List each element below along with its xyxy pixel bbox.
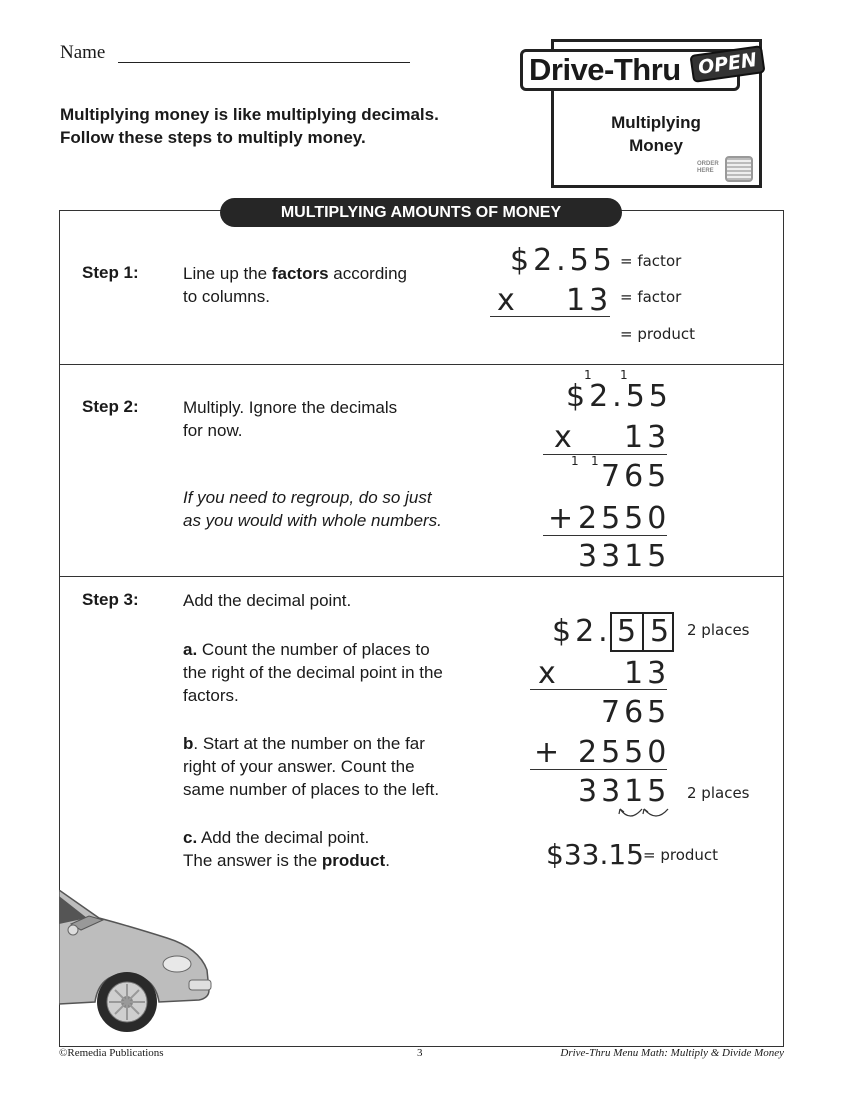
step3-a-line-2: the right of the decimal point in the	[183, 663, 443, 682]
step3-c-text-after: .	[385, 851, 390, 870]
step3-product-note: = product	[643, 846, 719, 864]
step3-digit-a: 5	[617, 614, 641, 649]
order-here-label	[697, 161, 719, 175]
step1-text-bold: factors	[271, 264, 329, 283]
step3-c-text-before: The answer is the	[183, 851, 322, 870]
step1-text	[183, 262, 493, 308]
step3-places-note-2: 2 places	[687, 784, 750, 802]
step-divider-2	[59, 576, 784, 577]
step2-text-line-2: for now.	[183, 421, 243, 440]
brand-title: Drive-Thru	[520, 49, 740, 91]
step2-carry-mid-2: 1	[591, 454, 599, 468]
step2-carry-top-2: 1	[620, 368, 628, 382]
step2-regroup-line-2: as you would with whole numbers.	[183, 511, 442, 530]
step3-c-line-1	[183, 826, 493, 849]
intro-line-1: Multiplying money is like multiplying decimals.	[60, 105, 439, 124]
step3-a-line-1	[183, 638, 493, 661]
step-divider-1	[59, 364, 784, 365]
order-line-2: HERE	[697, 168, 714, 174]
step2-partial1: 765	[601, 459, 671, 494]
footer-copyright: ©Remedia Publications	[59, 1047, 164, 1059]
step3-factor2: 13	[624, 656, 671, 691]
order-line-1: ORDER	[697, 161, 719, 167]
step2-factor2: 13	[624, 420, 671, 455]
step3-label: Step 3:	[82, 590, 139, 609]
step2-rule-2	[543, 535, 667, 536]
step3-a-text-1: Count the number of places to	[197, 640, 430, 659]
footer-page-number: 3	[417, 1047, 423, 1059]
step3-a-label: a.	[183, 640, 198, 659]
step2-regroup-note	[183, 486, 493, 532]
step3-digit-b: 5	[650, 614, 674, 649]
car-illustration	[59, 890, 219, 1046]
step1-text-after: according	[328, 264, 407, 283]
step2-text-line-1: Multiply. Ignore the decimals	[183, 398, 398, 417]
step2-partial2: 2550	[578, 501, 671, 536]
step1-factor2: 13	[566, 283, 613, 318]
brand-subtitle-line-1: Multiplying	[611, 113, 701, 132]
step3-c-text-bold: product	[321, 851, 386, 870]
step1-text-line-1	[183, 262, 493, 285]
step3-places-note-1: 2 places	[687, 621, 750, 639]
intro-text	[60, 103, 439, 149]
step3-b-label: b	[183, 734, 194, 753]
step2-carry-top-1: 1	[584, 368, 592, 382]
speaker-icon	[725, 156, 753, 182]
brand-subtitle-line-2: Money	[629, 136, 683, 155]
open-sign: OPEN	[689, 45, 765, 83]
step1-note-factor2: = factor	[620, 288, 682, 306]
step1-factor1: $2.55	[510, 243, 616, 278]
name-label: Name	[60, 42, 106, 63]
step2-carry-mid-1: 1	[571, 454, 579, 468]
step2-label: Step 2:	[82, 397, 139, 416]
decimal-places-box-divider	[642, 612, 644, 652]
step2-text	[183, 396, 493, 442]
step3-b-line-2: right of your answer. Count the	[183, 757, 415, 776]
footer-book-title: Drive-Thru Menu Math: Multiply & Divide Money	[560, 1047, 784, 1059]
step1-note-factor1: = factor	[620, 252, 682, 270]
step3-a	[183, 638, 493, 707]
intro-line-2: Follow these steps to multiply money.	[60, 128, 366, 147]
step2-factor1: $2.55	[566, 379, 672, 414]
step3-b-line-1	[183, 732, 493, 755]
brand-subtitle	[555, 111, 757, 157]
step1-rule	[490, 316, 610, 317]
step2-regroup-line-1: If you need to regroup, do so just	[183, 488, 432, 507]
step3-partial1: 765	[601, 695, 671, 730]
step3-plus-sign: +	[534, 735, 564, 770]
step3-product: $33.15	[546, 838, 644, 871]
count-places-arrows	[618, 805, 670, 823]
step3-c-label: c.	[183, 828, 198, 847]
step3-c	[183, 826, 493, 872]
step3-a-line-3: factors.	[183, 686, 239, 705]
step1-label: Step 1:	[82, 263, 139, 282]
step3-rule-2	[530, 769, 667, 770]
step1-text-line-2: to columns.	[183, 287, 270, 306]
step3-b	[183, 732, 493, 801]
step3-b-text-1: . Start at the number on the far	[193, 734, 425, 753]
step1-note-product: = product	[620, 325, 696, 343]
step3-rule-1	[530, 689, 667, 690]
step3-factor1-prefix: $2.	[552, 614, 612, 649]
step2-times-sign: x	[554, 420, 576, 455]
section-banner: MULTIPLYING AMOUNTS OF MONEY	[220, 198, 622, 227]
step2-plus-sign: +	[548, 501, 578, 536]
step2-result: 3315	[578, 539, 671, 574]
step3-intro: Add the decimal point.	[183, 591, 352, 610]
step3-c-text-1: Add the decimal point.	[197, 828, 370, 847]
step1-times-sign: x	[497, 283, 519, 318]
step2-rule-1	[543, 454, 667, 455]
step1-text-before: Line up the	[183, 264, 272, 283]
step3-times-sign: x	[538, 656, 560, 691]
step3-c-line-2	[183, 849, 493, 872]
name-line	[118, 62, 410, 63]
step3-b-line-3: same number of places to the left.	[183, 780, 440, 799]
step3-result: 3315	[578, 774, 671, 809]
step3-partial2: 2550	[578, 735, 671, 770]
